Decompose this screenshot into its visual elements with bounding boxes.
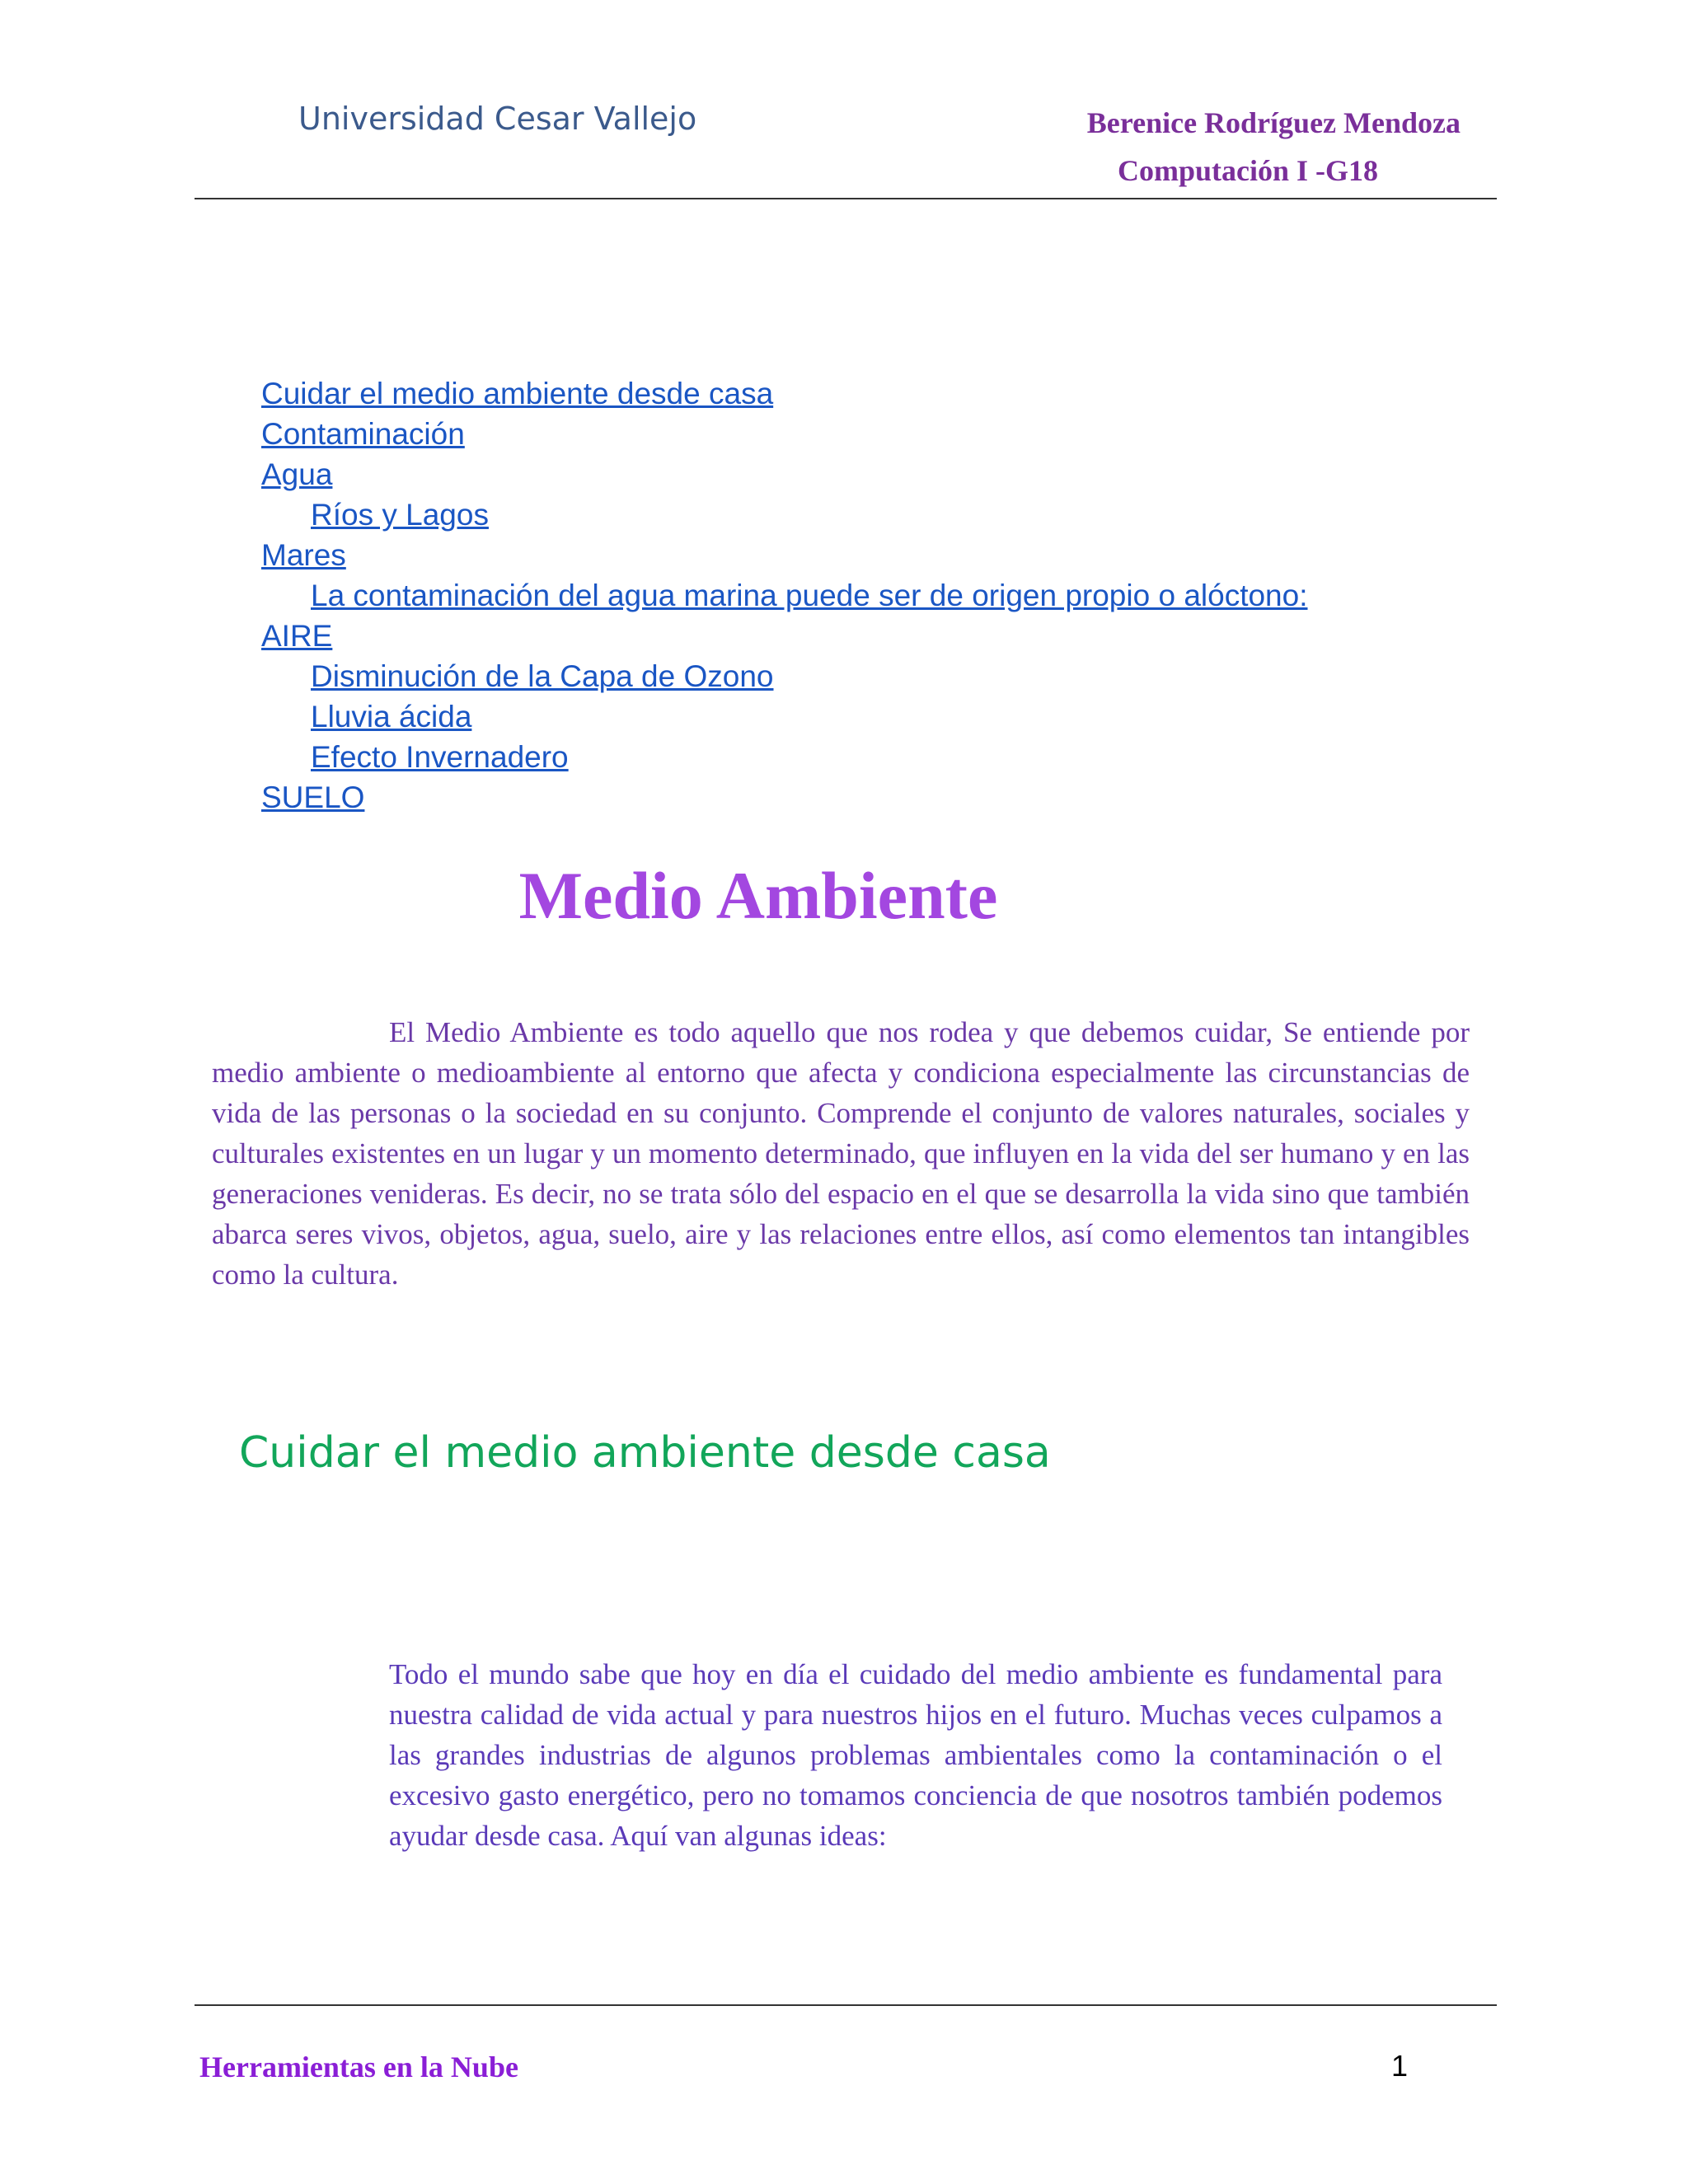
toc-item [261, 414, 1308, 454]
page-number: 1 [1391, 2049, 1409, 2083]
toc-item [261, 696, 1308, 737]
table-of-contents [261, 373, 1308, 818]
toc-item [261, 535, 1308, 575]
toc-link-cuidar[interactable]: Cuidar el medio ambiente desde casa [261, 377, 774, 410]
toc-item [261, 777, 1308, 818]
toc-item [261, 575, 1308, 616]
toc-item [261, 737, 1308, 777]
toc-item [261, 656, 1308, 696]
toc-item [261, 494, 1308, 535]
toc-link-aire[interactable]: AIRE [261, 619, 333, 653]
footer-label: Herramientas en la Nube [199, 2050, 518, 2083]
toc-link-efecto-invernadero[interactable]: Efecto Invernadero [311, 740, 569, 774]
toc-item [261, 454, 1308, 494]
toc-item [261, 616, 1308, 656]
toc-link-rios-lagos[interactable]: Ríos y Lagos [311, 498, 489, 532]
footer-rule [195, 2004, 1497, 2006]
header-course: Computación I -G18 [1118, 154, 1379, 187]
toc-link-mares[interactable]: Mares [261, 538, 346, 572]
intro-paragraph: El Medio Ambiente es todo aquello que nos rodea y que debemos cuidar, Se entiende por medio ambiente o medioambiente al entorno que afecta y condiciona especialmente las circunstancias de vida de las personas o la sociedad en su conjunto. Comprende el conjunto de valores naturales, sociales y culturales existentes en un lugar y un momento determinado, que influyen en la vida del ser humano y en las generaciones venideras. Es decir, no se trata sólo del espacio en el que se desarrolla la vida sino que también abarca seres vivos, objetos, agua, suelo, aire y las relaciones entre ellos, así como elementos tan intangibles como la cultura. [212, 1016, 1470, 1291]
header-university: Universidad Cesar Vallejo [298, 101, 697, 137]
toc-link-agua-marina[interactable]: La contaminación del agua marina puede ser de origen propio o alóctono: [311, 579, 1308, 612]
page-title: Medio Ambiente [518, 858, 998, 933]
toc-link-agua[interactable]: Agua [261, 457, 333, 491]
toc-link-lluvia-acida[interactable]: Lluvia ácida [311, 700, 472, 733]
header-rule [195, 198, 1497, 199]
toc-item [261, 373, 1308, 414]
section-heading: Cuidar el medio ambiente desde casa [239, 1428, 1051, 1478]
toc-link-contaminacion[interactable]: Contaminación [261, 417, 465, 451]
section-paragraph: Todo el mundo sabe que hoy en día el cuidado del medio ambiente es fundamental para nuestra calidad de vida actual y para nuestros hijos en el futuro. Muchas veces culpamos a las grandes industrias de algunos problemas ambientales como la contaminación o el excesivo gasto energético, pero no tomamos conciencia de que nosotros también podemos ayudar desde casa. Aquí van algunas ideas: [389, 1658, 1442, 1852]
toc-link-capa-ozono[interactable]: Disminución de la Capa de Ozono [311, 659, 774, 693]
header-author: Berenice Rodríguez Mendoza [1086, 106, 1461, 139]
toc-link-suelo[interactable]: SUELO [261, 780, 365, 814]
